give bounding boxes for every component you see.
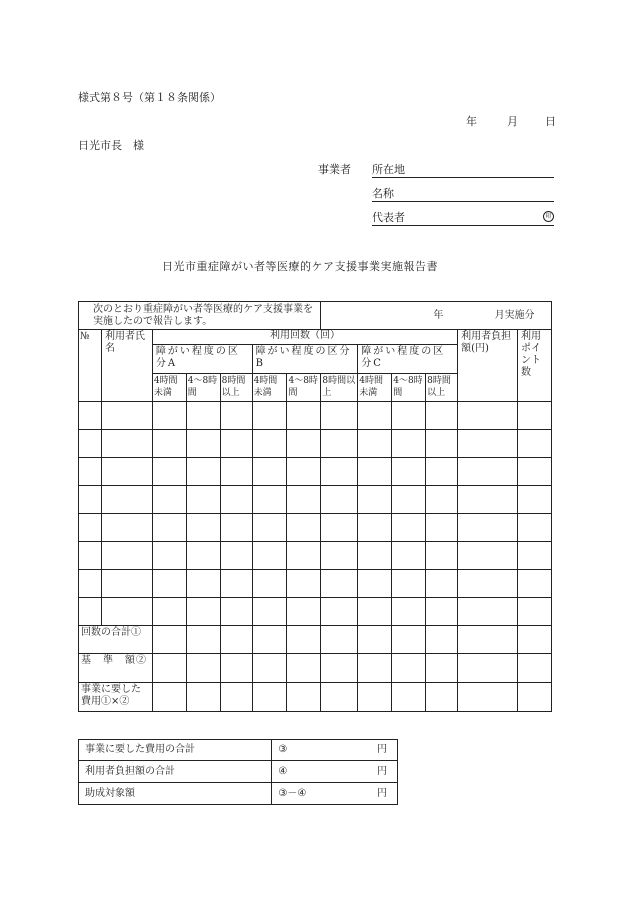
name-label: 名称 xyxy=(372,187,394,200)
cell[interactable] xyxy=(358,598,392,626)
subcol-b-over8: 8時間以上 xyxy=(321,374,358,402)
cell[interactable] xyxy=(392,598,426,626)
cell[interactable] xyxy=(287,654,321,683)
cell[interactable] xyxy=(517,570,551,598)
cell[interactable] xyxy=(321,430,358,458)
cell[interactable] xyxy=(426,683,458,712)
cell[interactable] xyxy=(321,402,358,430)
cell[interactable] xyxy=(392,514,426,542)
date-month: 月 xyxy=(507,115,518,128)
representative-label: 代表者 xyxy=(372,211,405,224)
cell[interactable] xyxy=(517,402,551,430)
cell[interactable] xyxy=(101,458,152,486)
cell[interactable] xyxy=(321,542,358,570)
date-day: 日 xyxy=(545,115,556,128)
cell[interactable] xyxy=(458,654,518,683)
cell[interactable] xyxy=(517,598,551,626)
cell[interactable] xyxy=(152,542,186,570)
representative-field[interactable] xyxy=(372,209,554,226)
cell[interactable] xyxy=(186,598,220,626)
cell[interactable] xyxy=(458,514,518,542)
cell[interactable] xyxy=(220,654,252,683)
cell[interactable] xyxy=(321,458,358,486)
cell[interactable] xyxy=(152,402,186,430)
cell[interactable] xyxy=(220,626,252,654)
cell[interactable] xyxy=(287,402,321,430)
cell[interactable] xyxy=(287,570,321,598)
cell[interactable] xyxy=(358,683,392,712)
cell[interactable] xyxy=(358,626,392,654)
cell[interactable] xyxy=(321,626,358,654)
cell[interactable] xyxy=(392,683,426,712)
header-points: 利用ポイント数 xyxy=(517,330,551,402)
cell[interactable] xyxy=(392,542,426,570)
address-label: 所在地 xyxy=(372,163,405,176)
cell[interactable] xyxy=(186,542,220,570)
cell[interactable] xyxy=(358,570,392,598)
cell[interactable] xyxy=(152,683,186,712)
cell[interactable] xyxy=(517,430,551,458)
cell[interactable] xyxy=(392,570,426,598)
cell[interactable] xyxy=(426,654,458,683)
cell[interactable] xyxy=(321,654,358,683)
cell[interactable] xyxy=(252,486,287,514)
cell[interactable] xyxy=(392,458,426,486)
cell[interactable] xyxy=(152,514,186,542)
address-field[interactable] xyxy=(372,161,554,178)
date-year: 年 xyxy=(466,115,477,128)
subcol-a-over8: 8時間以上 xyxy=(220,374,252,402)
table-row xyxy=(79,430,552,458)
subcol-c-under4: 4時間未満 xyxy=(358,374,392,402)
cell[interactable] xyxy=(79,542,102,570)
cell[interactable] xyxy=(186,430,220,458)
header-user-name: 利用者氏名 xyxy=(101,330,152,402)
cell[interactable] xyxy=(220,683,252,712)
cell[interactable] xyxy=(358,654,392,683)
cell[interactable] xyxy=(392,626,426,654)
cell[interactable] xyxy=(517,626,551,654)
subcol-b-under4: 4時間未満 xyxy=(252,374,287,402)
cell[interactable] xyxy=(220,430,252,458)
cell[interactable] xyxy=(426,626,458,654)
operator-label: 事業者 xyxy=(318,163,351,176)
cell[interactable] xyxy=(358,486,392,514)
cell[interactable] xyxy=(287,683,321,712)
cell[interactable] xyxy=(458,542,518,570)
cell[interactable] xyxy=(252,542,287,570)
cell[interactable] xyxy=(426,430,458,458)
cell[interactable] xyxy=(392,430,426,458)
intro-cell xyxy=(79,302,321,330)
cell[interactable] xyxy=(517,486,551,514)
cell[interactable] xyxy=(321,598,358,626)
cell[interactable] xyxy=(252,458,287,486)
subcol-b-4to8: 4～8時間 xyxy=(287,374,321,402)
cell[interactable] xyxy=(220,402,252,430)
cell[interactable] xyxy=(392,402,426,430)
cell[interactable] xyxy=(321,486,358,514)
cell[interactable] xyxy=(517,654,551,683)
header-category-c: 障がい程度の区分C xyxy=(358,345,458,374)
subcol-a-4to8: 4～8時間 xyxy=(186,374,220,402)
cell[interactable] xyxy=(79,402,102,430)
cell[interactable] xyxy=(458,626,518,654)
period-cell[interactable] xyxy=(321,302,552,330)
cell[interactable] xyxy=(152,486,186,514)
cell[interactable] xyxy=(79,430,102,458)
cell[interactable] xyxy=(287,430,321,458)
cell[interactable] xyxy=(252,626,287,654)
seal-icon: 印 xyxy=(543,211,554,222)
table-row xyxy=(79,542,552,570)
cell[interactable] xyxy=(101,514,152,542)
cell[interactable] xyxy=(458,458,518,486)
table-row xyxy=(79,402,552,430)
name-field[interactable] xyxy=(372,185,554,202)
cell[interactable] xyxy=(358,430,392,458)
cell[interactable] xyxy=(252,654,287,683)
cell[interactable] xyxy=(426,458,458,486)
cell[interactable] xyxy=(220,458,252,486)
header-category-b: 障がい程度の区分B xyxy=(252,345,358,374)
cell[interactable] xyxy=(426,402,458,430)
cell[interactable] xyxy=(79,486,102,514)
intro-text: 次のとおり重症障がい者等医療的ケア支援事業を実施したので報告します。 xyxy=(93,304,313,327)
cell[interactable] xyxy=(101,402,152,430)
cell[interactable] xyxy=(186,514,220,542)
cell[interactable] xyxy=(358,542,392,570)
summary-label: 助成対象額 xyxy=(79,783,272,805)
cell[interactable] xyxy=(79,458,102,486)
summary-label: 利用者負担額の合計 xyxy=(79,761,272,783)
cell[interactable] xyxy=(287,626,321,654)
cell[interactable] xyxy=(392,654,426,683)
form-number: 様式第８号（第１８条関係） xyxy=(78,91,221,104)
cell[interactable] xyxy=(186,654,220,683)
header-category-a: 障がい程度の区分A xyxy=(152,345,252,374)
summary-value[interactable]: ③－④ 円 xyxy=(272,783,398,805)
cell[interactable] xyxy=(358,458,392,486)
header-no: № xyxy=(79,330,102,402)
cell[interactable] xyxy=(517,458,551,486)
cell[interactable] xyxy=(220,570,252,598)
header-burden: 利用者負担額(円) xyxy=(458,330,518,402)
cell[interactable] xyxy=(101,486,152,514)
row-total-label: 回数の合計① xyxy=(79,626,153,654)
cell[interactable] xyxy=(252,570,287,598)
cell[interactable] xyxy=(458,402,518,430)
cell[interactable] xyxy=(186,570,220,598)
cell[interactable] xyxy=(321,514,358,542)
cell[interactable] xyxy=(426,514,458,542)
cell[interactable] xyxy=(287,486,321,514)
cell[interactable] xyxy=(517,542,551,570)
cell[interactable] xyxy=(458,570,518,598)
period-month: 月実施分 xyxy=(494,309,535,321)
cell[interactable] xyxy=(252,430,287,458)
cell[interactable] xyxy=(321,570,358,598)
cell[interactable] xyxy=(517,514,551,542)
cell[interactable] xyxy=(79,598,102,626)
subcol-c-over8: 8時間以上 xyxy=(426,374,458,402)
cell[interactable] xyxy=(287,514,321,542)
cell[interactable] xyxy=(79,570,102,598)
cell[interactable] xyxy=(186,683,220,712)
row-cost-label: 事業に要した費用①×② xyxy=(79,683,153,712)
cell[interactable] xyxy=(186,458,220,486)
period-year: 年 xyxy=(433,309,444,321)
summary-table xyxy=(78,739,398,805)
cell[interactable] xyxy=(458,430,518,458)
cell[interactable] xyxy=(252,514,287,542)
cell[interactable] xyxy=(426,570,458,598)
cell[interactable] xyxy=(101,430,152,458)
cell[interactable] xyxy=(358,402,392,430)
cell[interactable] xyxy=(220,542,252,570)
table-row xyxy=(79,514,552,542)
cell[interactable] xyxy=(426,486,458,514)
cell[interactable] xyxy=(426,542,458,570)
cell[interactable] xyxy=(252,402,287,430)
cell[interactable] xyxy=(101,570,152,598)
table-row xyxy=(79,598,552,626)
header-usage-count: 利用回数（回） xyxy=(152,330,457,345)
cell[interactable] xyxy=(321,683,358,712)
cell[interactable] xyxy=(252,598,287,626)
cell[interactable] xyxy=(252,683,287,712)
cell[interactable] xyxy=(458,683,518,712)
cell[interactable] xyxy=(186,626,220,654)
report-table xyxy=(78,301,552,712)
cell[interactable] xyxy=(220,598,252,626)
cell[interactable] xyxy=(186,486,220,514)
cell[interactable] xyxy=(220,514,252,542)
cell[interactable] xyxy=(152,430,186,458)
summary-label: 事業に要した費用の合計 xyxy=(79,740,272,761)
subcol-a-under4: 4時間未満 xyxy=(152,374,186,402)
cell[interactable] xyxy=(220,486,252,514)
summary-value[interactable]: ④ 円 xyxy=(272,761,398,783)
row-base-label: 基 準 額② xyxy=(79,654,153,683)
cell[interactable] xyxy=(152,626,186,654)
cell[interactable] xyxy=(79,514,102,542)
summary-value[interactable]: ③ 円 xyxy=(272,740,398,761)
cell[interactable] xyxy=(101,598,152,626)
subcol-c-4to8: 4～8時間 xyxy=(392,374,426,402)
table-row xyxy=(79,486,552,514)
cell[interactable] xyxy=(186,402,220,430)
cell[interactable] xyxy=(517,683,551,712)
cell[interactable] xyxy=(358,514,392,542)
cell[interactable] xyxy=(152,570,186,598)
cell[interactable] xyxy=(152,598,186,626)
addressee: 日光市長 様 xyxy=(78,139,144,152)
table-row xyxy=(79,570,552,598)
cell[interactable] xyxy=(101,542,152,570)
cell[interactable] xyxy=(152,458,186,486)
cell[interactable] xyxy=(152,654,186,683)
cell[interactable] xyxy=(287,598,321,626)
cell[interactable] xyxy=(287,458,321,486)
document-title: 日光市重症障がい者等医療的ケア支援事業実施報告書 xyxy=(162,260,438,273)
cell[interactable] xyxy=(287,542,321,570)
cell[interactable] xyxy=(458,486,518,514)
cell[interactable] xyxy=(426,598,458,626)
cell[interactable] xyxy=(392,486,426,514)
cell[interactable] xyxy=(458,598,518,626)
table-row xyxy=(79,458,552,486)
